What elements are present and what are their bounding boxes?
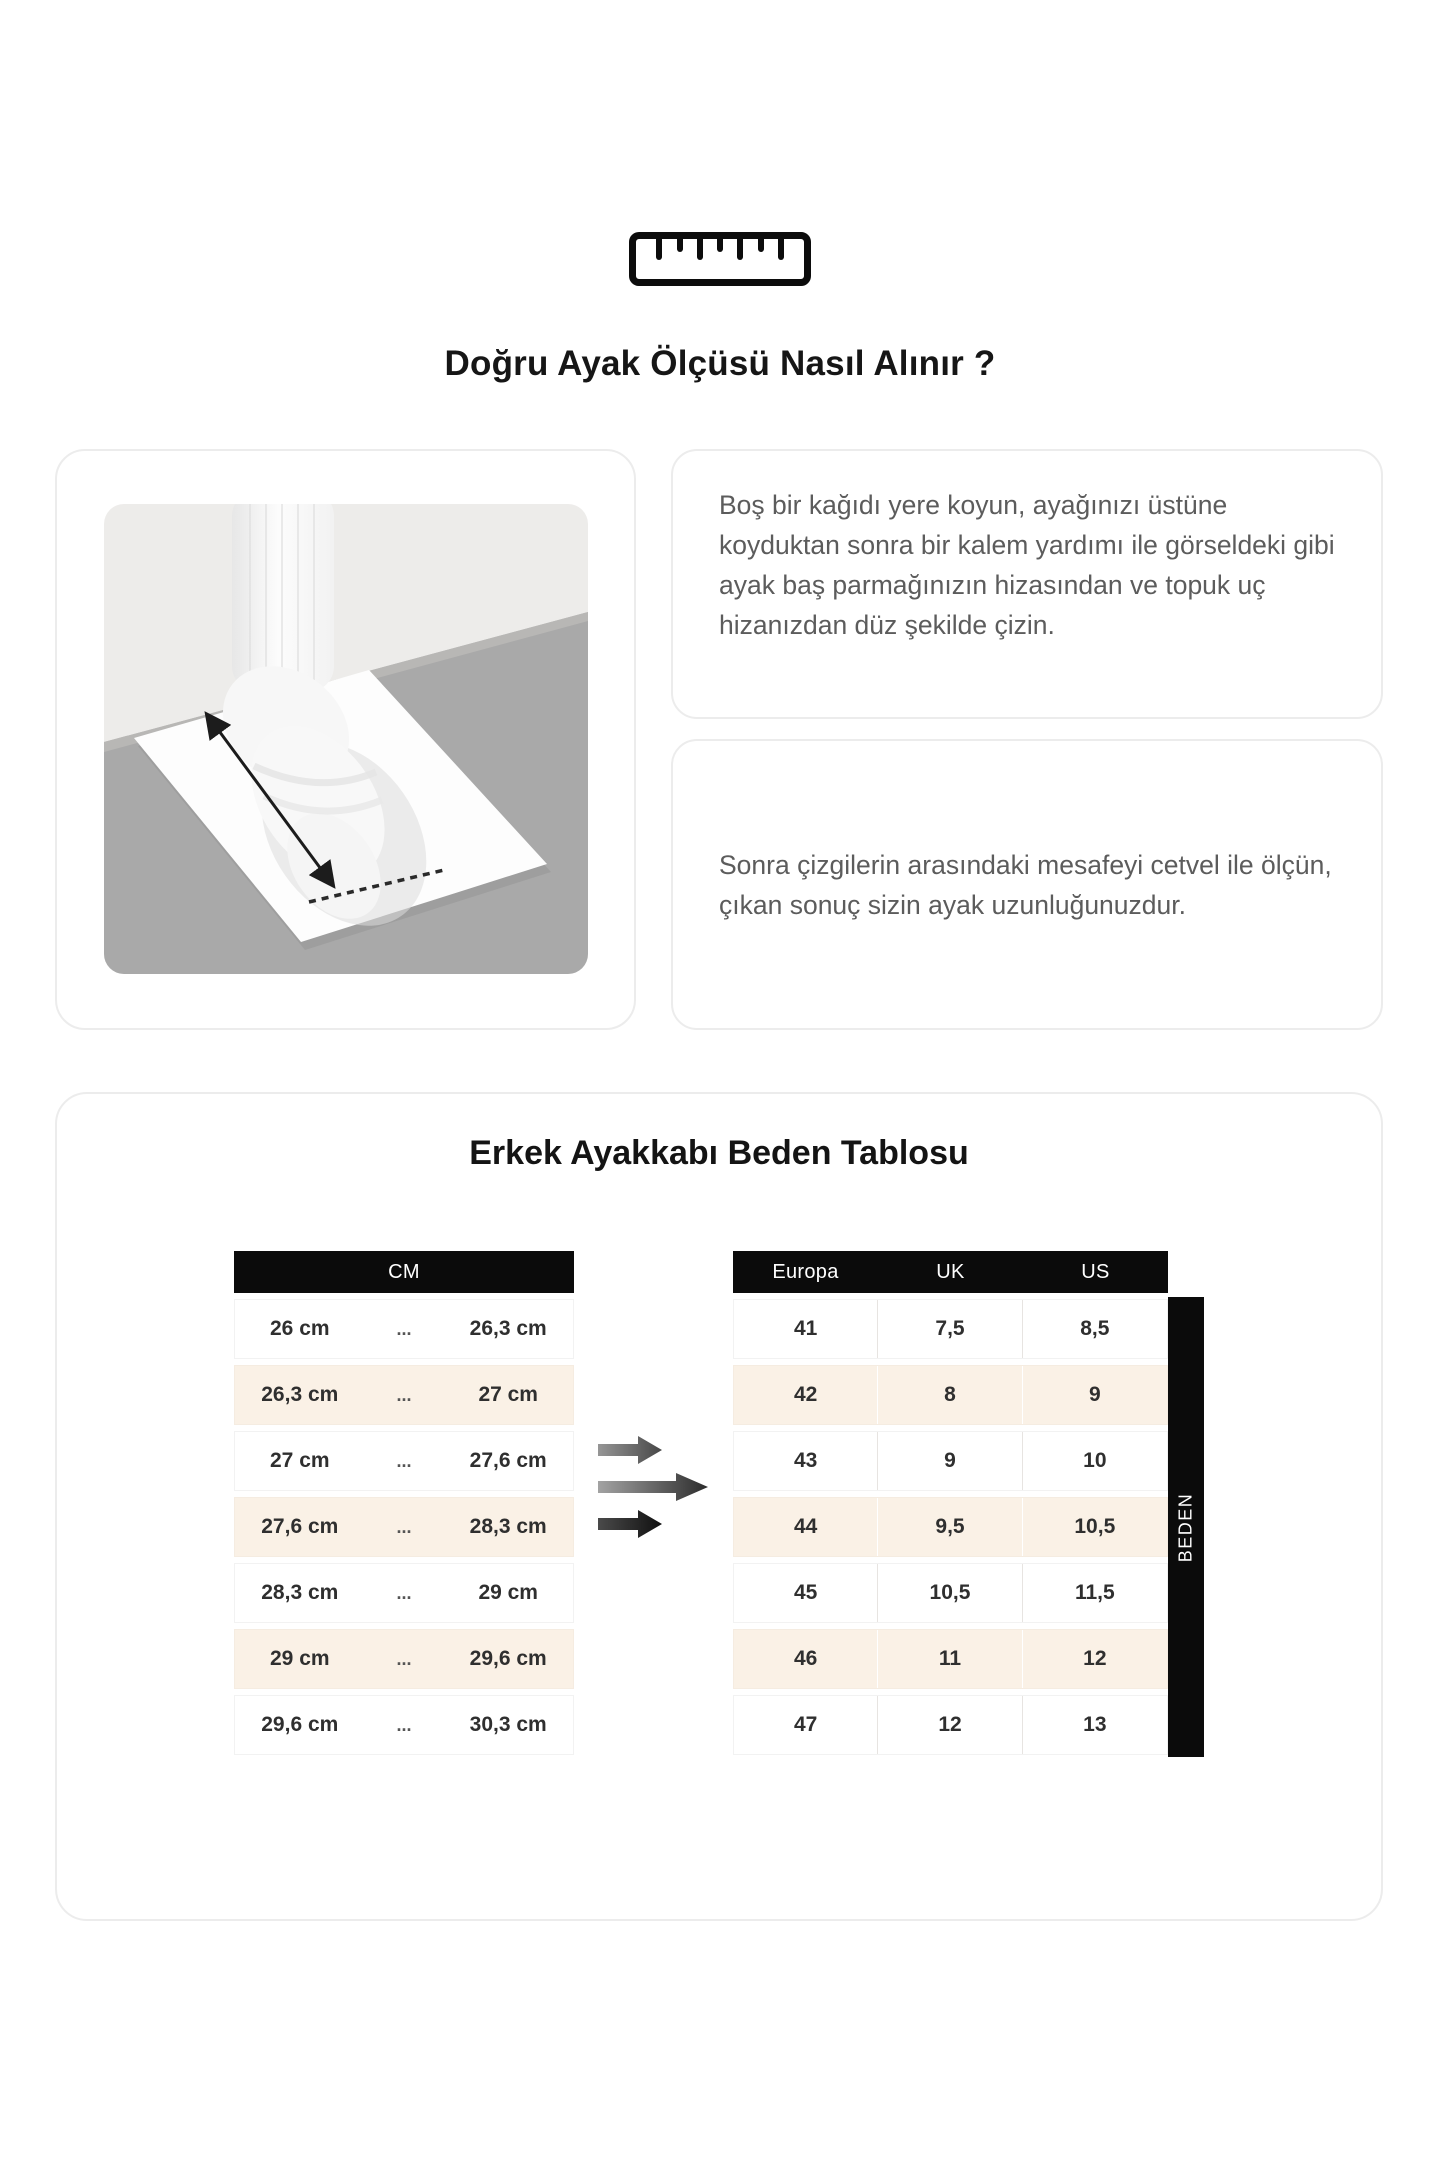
size-uk-cell: 8 [878, 1366, 1022, 1424]
cm-table [234, 1251, 574, 1755]
transfer-arrows-icon [596, 1432, 728, 1549]
range-separator: ... [396, 1516, 412, 1537]
size-europa-cell: 42 [734, 1366, 878, 1424]
international-size-table [733, 1251, 1168, 1755]
cm-table-row [234, 1629, 574, 1689]
size-table-header-row [733, 1251, 1168, 1293]
cm-to: 27,6 cm [469, 1449, 547, 1472]
range-separator: ... [396, 1648, 412, 1669]
cm-table-row [234, 1365, 574, 1425]
size-uk-cell: 11 [878, 1630, 1022, 1688]
size-us-cell: 11,5 [1074, 1581, 1115, 1604]
column-header-us: US [1081, 1260, 1110, 1283]
size-uk-cell: 9 [878, 1432, 1022, 1490]
size-table-row [733, 1299, 1168, 1359]
size-table-row [733, 1563, 1168, 1623]
size-europa-cell: 44 [734, 1498, 878, 1556]
size-table-row [733, 1695, 1168, 1755]
range-separator: ... [396, 1450, 412, 1471]
cm-to: 28,3 cm [469, 1515, 547, 1538]
size-table-rows [733, 1299, 1168, 1755]
cm-to: 29,6 cm [469, 1647, 547, 1670]
foot-on-paper-illustration [104, 504, 588, 974]
cm-to: 26,3 cm [469, 1317, 547, 1340]
column-header-europa: Europa [772, 1260, 839, 1283]
cm-to: 29 cm [478, 1581, 538, 1604]
ruler-tick [656, 239, 662, 260]
range-separator: ... [396, 1714, 412, 1735]
beden-side-bar [1168, 1297, 1204, 1757]
cm-table-row [234, 1563, 574, 1623]
size-europa-cell: 47 [734, 1696, 878, 1754]
size-us-cell: 10 [1083, 1449, 1107, 1472]
size-us-cell: 13 [1083, 1713, 1107, 1736]
range-separator: ... [396, 1384, 412, 1405]
size-europa-cell: 46 [734, 1630, 878, 1688]
cm-table-row [234, 1497, 574, 1557]
cm-to: 30,3 cm [469, 1713, 547, 1736]
cm-from: 27,6 cm [261, 1515, 339, 1538]
size-us-cell: 8,5 [1080, 1317, 1110, 1340]
cm-table-header: CM [234, 1251, 574, 1293]
cm-table-row [234, 1299, 574, 1359]
size-europa-cell: 43 [734, 1432, 878, 1490]
cm-table-row [234, 1695, 574, 1755]
ruler-tick [697, 239, 703, 260]
size-table-title: Erkek Ayakkabı Beden Tablosu [469, 1134, 969, 1172]
size-table-row [733, 1431, 1168, 1491]
size-us-cell: 12 [1083, 1647, 1107, 1670]
cm-from: 27 cm [270, 1449, 330, 1472]
size-uk-cell: 10,5 [878, 1564, 1022, 1622]
ruler-tick [737, 239, 743, 260]
ruler-tick [677, 239, 683, 252]
cm-from: 29,6 cm [261, 1713, 339, 1736]
range-separator: ... [396, 1318, 412, 1339]
size-europa-cell: 45 [734, 1564, 878, 1622]
range-separator: ... [396, 1582, 412, 1603]
cm-from: 26 cm [270, 1317, 330, 1340]
cm-from: 26,3 cm [261, 1383, 339, 1406]
size-table-row [733, 1629, 1168, 1689]
size-europa-cell: 41 [734, 1300, 878, 1358]
cm-table-row [234, 1431, 574, 1491]
ruler-icon [629, 232, 811, 286]
instruction-step-2: Sonra çizgilerin arasındaki mesafeyi cetvel ile ölçün, çıkan sonuç sizin ayak uzunluğunuzdur. [719, 849, 1332, 920]
size-us-cell: 9 [1088, 1383, 1101, 1406]
cm-from: 29 cm [270, 1647, 330, 1670]
size-uk-cell: 7,5 [878, 1300, 1022, 1358]
size-uk-cell: 9,5 [878, 1498, 1022, 1556]
foot-measure-photo-card [55, 449, 636, 1030]
size-us-cell: 10,5 [1074, 1515, 1116, 1538]
size-table-row [733, 1365, 1168, 1425]
instruction-step-1: Boş bir kağıdı yere koyun, ayağınızı üstüne koyduktan sonra bir kalem yardımı ile görseldeki gibi ayak baş parmağınızın hizasından ve topuk uç hizanızdan düz şekilde çizin. [719, 490, 1335, 640]
foot-measure-photo [104, 504, 588, 974]
size-uk-cell: 12 [878, 1696, 1022, 1754]
instruction-card-1 [671, 449, 1383, 719]
cm-from: 28,3 cm [261, 1581, 339, 1604]
size-table-row [733, 1497, 1168, 1557]
ruler-tick [717, 239, 723, 252]
page-title: Doğru Ayak Ölçüsü Nasıl Alınır ? [444, 344, 996, 383]
ruler-tick [758, 239, 764, 252]
cm-to: 27 cm [478, 1383, 538, 1406]
beden-label: BEDEN [1175, 1492, 1196, 1562]
column-header-uk: UK [936, 1260, 965, 1283]
instruction-card-2 [671, 739, 1383, 1030]
cm-table-rows [234, 1299, 574, 1755]
ruler-tick [778, 239, 784, 260]
